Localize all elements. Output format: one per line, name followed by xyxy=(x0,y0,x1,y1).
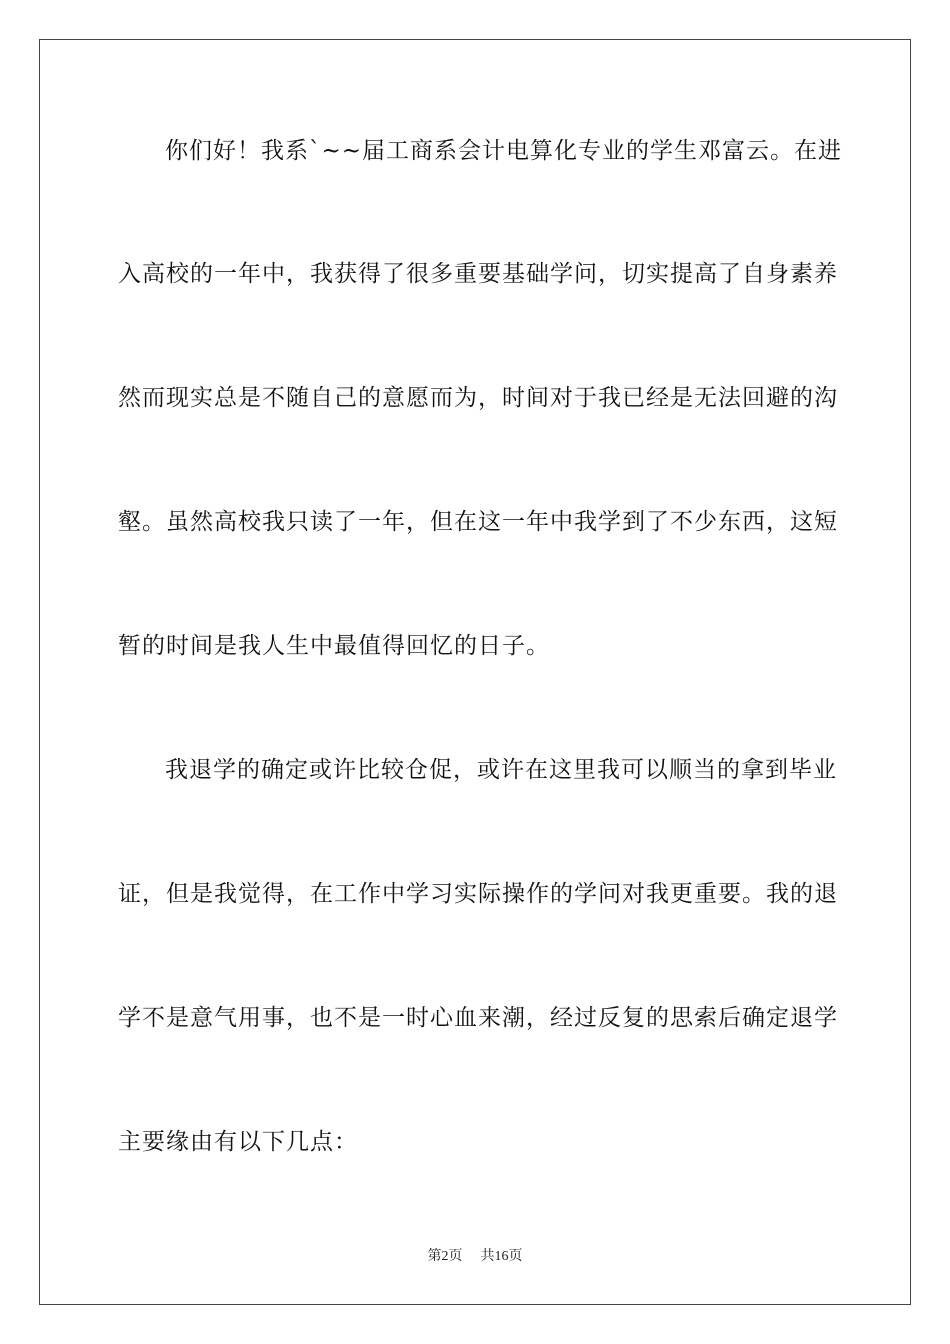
paragraph-line: 入高校的一年中，我获得了很多重要基础学问，切实提高了自身素养 xyxy=(118,261,838,287)
page-number: 第2页 xyxy=(427,1249,463,1264)
paragraph-line: 学不是意气用事，也不是一时心血来潮，经过反复的思索后确定退学 xyxy=(118,1005,838,1031)
paragraph-line: 证，但是我觉得，在工作中学习实际操作的学问对我更重要。我的退 xyxy=(118,881,838,907)
page-total: 共16页 xyxy=(480,1249,523,1264)
page-border xyxy=(39,39,911,1305)
paragraph-line: 然而现实总是不随自己的意愿而为，时间对于我已经是无法回避的沟 xyxy=(118,385,838,411)
paragraph-line: 壑。虽然高校我只读了一年，但在这一年中我学到了不少东西，这短 xyxy=(118,509,838,535)
page-footer xyxy=(0,1248,950,1266)
paragraph-line: 暂的时间是我人生中最值得回忆的日子。 xyxy=(118,633,550,659)
paragraph-line: 主要缘由有以下几点： xyxy=(118,1129,358,1155)
paragraph-line: 你们好！我系`~~届工商系会计电算化专业的学生邓富云。在进 xyxy=(165,138,843,164)
paragraph-line: 我退学的确定或许比较仓促，或许在这里我可以顺当的拿到毕业 xyxy=(165,757,837,783)
